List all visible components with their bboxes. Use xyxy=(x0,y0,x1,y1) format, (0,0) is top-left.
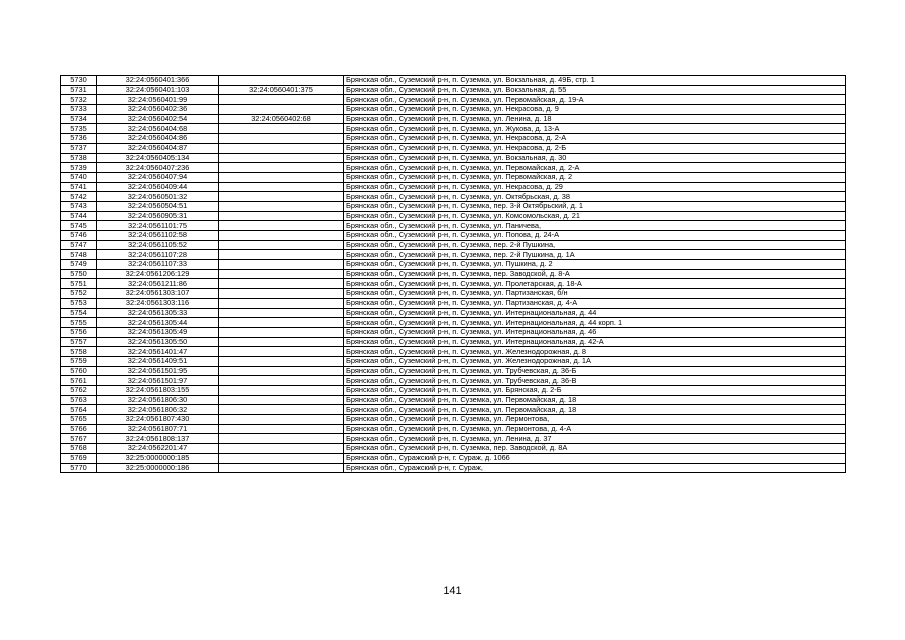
table-row xyxy=(61,143,846,153)
related-cadastral-number-cell xyxy=(219,308,344,318)
address-cell: Брянская обл., Суземский р-н, п. Суземка, ул. Первомайская, д. 2 xyxy=(344,172,846,182)
row-number-cell: 5734 xyxy=(61,114,97,124)
address-cell: Брянская обл., Суземский р-н, п. Суземка, ул. Первомайская, д. 2-А xyxy=(344,163,846,173)
address-cell: Брянская обл., Суземский р-н, п. Суземка, ул. Попова, д. 24-А xyxy=(344,231,846,241)
address-cell: Брянская обл., Суземский р-н, п. Суземка, пер. 2-й Пушкина, xyxy=(344,240,846,250)
related-cadastral-number-cell xyxy=(219,134,344,144)
address-cell: Брянская обл., Суземский р-н, п. Суземка, ул. Пролетарская, д. 18-А xyxy=(344,279,846,289)
row-number-cell: 5757 xyxy=(61,337,97,347)
table-row xyxy=(61,463,846,473)
address-cell: Брянская обл., Суземский р-н, п. Суземка, ул. Ленина, д. 18 xyxy=(344,114,846,124)
related-cadastral-number-cell xyxy=(219,153,344,163)
row-number-cell: 5737 xyxy=(61,143,97,153)
related-cadastral-number-cell xyxy=(219,269,344,279)
cadastral-number-cell: 32:24:0560407:236 xyxy=(97,163,219,173)
address-cell: Брянская обл., Суземский р-н, п. Суземка, ул. Интернациональная, д. 44 корп. 1 xyxy=(344,318,846,328)
address-cell: Брянская обл., Суземский р-н, п. Суземка, ул. Трубчевская, д. 36-Б xyxy=(344,366,846,376)
related-cadastral-number-cell xyxy=(219,221,344,231)
table-row xyxy=(61,269,846,279)
cadastral-number-cell: 32:24:0560402:54 xyxy=(97,114,219,124)
cadastral-number-cell: 32:24:0560401:366 xyxy=(97,76,219,86)
cadastral-number-cell: 32:24:0561807:71 xyxy=(97,424,219,434)
table-row xyxy=(61,405,846,415)
row-number-cell: 5756 xyxy=(61,327,97,337)
table-row xyxy=(61,376,846,386)
row-number-cell: 5747 xyxy=(61,240,97,250)
cadastral-number-cell: 32:24:0560409:44 xyxy=(97,182,219,192)
table-row xyxy=(61,434,846,444)
row-number-cell: 5746 xyxy=(61,231,97,241)
related-cadastral-number-cell xyxy=(219,240,344,250)
row-number-cell: 5752 xyxy=(61,289,97,299)
table-row xyxy=(61,153,846,163)
row-number-cell: 5744 xyxy=(61,211,97,221)
related-cadastral-number-cell xyxy=(219,279,344,289)
address-cell: Брянская обл., Суземский р-н, п. Суземка, ул. Некрасова, д. 29 xyxy=(344,182,846,192)
related-cadastral-number-cell xyxy=(219,318,344,328)
related-cadastral-number-cell xyxy=(219,463,344,473)
table-row xyxy=(61,172,846,182)
cadastral-number-cell: 32:24:0561305:50 xyxy=(97,337,219,347)
address-cell: Брянская обл., Суземский р-н, п. Суземка, ул. Первомайская, д. 19-А xyxy=(344,95,846,105)
row-number-cell: 5733 xyxy=(61,105,97,115)
row-number-cell: 5750 xyxy=(61,269,97,279)
cadastral-number-cell: 32:24:0561105:52 xyxy=(97,240,219,250)
row-number-cell: 5736 xyxy=(61,134,97,144)
table-row xyxy=(61,85,846,95)
row-number-cell: 5761 xyxy=(61,376,97,386)
related-cadastral-number-cell xyxy=(219,124,344,134)
cadastral-number-cell: 32:24:0560401:99 xyxy=(97,95,219,105)
related-cadastral-number-cell xyxy=(219,211,344,221)
address-cell: Брянская обл., Суземский р-н, п. Суземка, ул. Железнодорожная, д. 8 xyxy=(344,347,846,357)
related-cadastral-number-cell xyxy=(219,434,344,444)
table-row xyxy=(61,327,846,337)
cadastral-number-cell: 32:24:0561101:75 xyxy=(97,221,219,231)
cadastral-number-cell: 32:24:0561305:33 xyxy=(97,308,219,318)
cadastral-number-cell: 32:24:0560405:134 xyxy=(97,153,219,163)
related-cadastral-number-cell xyxy=(219,386,344,396)
cadastral-number-cell: 32:24:0561305:44 xyxy=(97,318,219,328)
cadastral-number-cell: 32:24:0560504:51 xyxy=(97,201,219,211)
related-cadastral-number-cell xyxy=(219,105,344,115)
address-cell: Брянская обл., Суземский р-н, п. Суземка, пер. 2-й Пушкина, д. 1А xyxy=(344,250,846,260)
row-number-cell: 5741 xyxy=(61,182,97,192)
related-cadastral-number-cell xyxy=(219,260,344,270)
row-number-cell: 5743 xyxy=(61,201,97,211)
related-cadastral-number-cell xyxy=(219,298,344,308)
table-row xyxy=(61,386,846,396)
related-cadastral-number-cell xyxy=(219,395,344,405)
address-cell: Брянская обл., Суземский р-н, п. Суземка, ул. Ленина, д. 37 xyxy=(344,434,846,444)
table-row xyxy=(61,366,846,376)
cadastral-number-cell: 32:24:0561303:107 xyxy=(97,289,219,299)
table-row xyxy=(61,105,846,115)
address-cell: Брянская обл., Суземский р-н, п. Суземка, ул. Октябрьская, д. 38 xyxy=(344,192,846,202)
table-row xyxy=(61,444,846,454)
row-number-cell: 5749 xyxy=(61,260,97,270)
address-cell: Брянская обл., Суземский р-н, п. Суземка, ул. Лермонтова, xyxy=(344,415,846,425)
table-row xyxy=(61,289,846,299)
cadastral-number-cell: 32:24:0560905:31 xyxy=(97,211,219,221)
table-row xyxy=(61,95,846,105)
table-row xyxy=(61,231,846,241)
row-number-cell: 5763 xyxy=(61,395,97,405)
related-cadastral-number-cell xyxy=(219,415,344,425)
address-cell: Брянская обл., Суземский р-н, п. Суземка, ул. Вокзальная, д. 55 xyxy=(344,85,846,95)
address-cell: Брянская обл., Суземский р-н, п. Суземка, ул. Партизанская, б/н xyxy=(344,289,846,299)
address-cell: Брянская обл., Суземский р-н, п. Суземка, ул. Трубчевская, д. 36-В xyxy=(344,376,846,386)
table-row xyxy=(61,308,846,318)
table-row xyxy=(61,318,846,328)
address-cell: Брянская обл., Суземский р-н, п. Суземка, ул. Комсомольская, д. 21 xyxy=(344,211,846,221)
related-cadastral-number-cell xyxy=(219,347,344,357)
related-cadastral-number-cell xyxy=(219,424,344,434)
row-number-cell: 5762 xyxy=(61,386,97,396)
cadastral-number-cell: 32:24:0561803:155 xyxy=(97,386,219,396)
cadastral-number-cell: 32:24:0561107:28 xyxy=(97,250,219,260)
table-row xyxy=(61,395,846,405)
row-number-cell: 5758 xyxy=(61,347,97,357)
related-cadastral-number-cell xyxy=(219,356,344,366)
row-number-cell: 5753 xyxy=(61,298,97,308)
table-row xyxy=(61,221,846,231)
row-number-cell: 5745 xyxy=(61,221,97,231)
table-row xyxy=(61,182,846,192)
address-cell: Брянская обл., Суземский р-н, п. Суземка, ул. Жукова, д. 13-А xyxy=(344,124,846,134)
cadastral-number-cell: 32:24:0561102:58 xyxy=(97,231,219,241)
row-number-cell: 5735 xyxy=(61,124,97,134)
cadastral-number-cell: 32:24:0561806:30 xyxy=(97,395,219,405)
cadastral-number-cell: 32:24:0561501:95 xyxy=(97,366,219,376)
address-cell: Брянская обл., Суземский р-н, п. Суземка, ул. Некрасова, д. 2-Б xyxy=(344,143,846,153)
cadastral-number-cell: 32:24:0561206:129 xyxy=(97,269,219,279)
table-row xyxy=(61,279,846,289)
address-cell: Брянская обл., Суземский р-н, п. Суземка, ул. Партизанская, д. 4-А xyxy=(344,298,846,308)
registry-table xyxy=(60,75,846,473)
address-cell: Брянская обл., Суземский р-н, п. Суземка, пер. Заводской, д. 8А xyxy=(344,444,846,454)
address-cell: Брянская обл., Суземский р-н, п. Суземка, ул. Пушкина, д. 2 xyxy=(344,260,846,270)
row-number-cell: 5732 xyxy=(61,95,97,105)
related-cadastral-number-cell xyxy=(219,376,344,386)
related-cadastral-number-cell xyxy=(219,231,344,241)
address-cell: Брянская обл., Суземский р-н, п. Суземка, ул. Лермонтова, д. 4-А xyxy=(344,424,846,434)
table-row xyxy=(61,298,846,308)
related-cadastral-number-cell xyxy=(219,95,344,105)
cadastral-number-cell: 32:24:0560402:36 xyxy=(97,105,219,115)
row-number-cell: 5738 xyxy=(61,153,97,163)
related-cadastral-number-cell xyxy=(219,172,344,182)
row-number-cell: 5768 xyxy=(61,444,97,454)
address-cell: Брянская обл., Суземский р-н, п. Суземка, ул. Первомайская, д. 18 xyxy=(344,405,846,415)
related-cadastral-number-cell xyxy=(219,405,344,415)
row-number-cell: 5731 xyxy=(61,85,97,95)
row-number-cell: 5740 xyxy=(61,172,97,182)
table-row xyxy=(61,114,846,124)
table-row xyxy=(61,240,846,250)
page-number: 141 xyxy=(443,585,462,597)
row-number-cell: 5755 xyxy=(61,318,97,328)
cadastral-number-cell: 32:24:0561807:430 xyxy=(97,415,219,425)
related-cadastral-number-cell: 32:24:0560401:375 xyxy=(219,85,344,95)
cadastral-number-cell: 32:24:0561501:97 xyxy=(97,376,219,386)
cadastral-number-cell: 32:24:0560404:87 xyxy=(97,143,219,153)
row-number-cell: 5769 xyxy=(61,453,97,463)
address-cell: Брянская обл., Суражский р-н, г. Сураж, xyxy=(344,463,846,473)
related-cadastral-number-cell xyxy=(219,444,344,454)
address-cell: Брянская обл., Суземский р-н, п. Суземка, пер. Заводской, д. 8-А xyxy=(344,269,846,279)
row-number-cell: 5748 xyxy=(61,250,97,260)
table-row xyxy=(61,356,846,366)
table-row xyxy=(61,76,846,86)
row-number-cell: 5754 xyxy=(61,308,97,318)
cadastral-number-cell: 32:24:0562201:47 xyxy=(97,444,219,454)
row-number-cell: 5766 xyxy=(61,424,97,434)
cadastral-number-cell: 32:25:0000000:186 xyxy=(97,463,219,473)
address-cell: Брянская обл., Суземский р-н, п. Суземка, ул. Некрасова, д. 2-А xyxy=(344,134,846,144)
table-row xyxy=(61,201,846,211)
address-cell: Брянская обл., Суражский р-н, г. Сураж, д. 1066 xyxy=(344,453,846,463)
address-cell: Брянская обл., Суземский р-н, п. Суземка, ул. Вокзальная, д. 49Б, стр. 1 xyxy=(344,76,846,86)
row-number-cell: 5742 xyxy=(61,192,97,202)
table-row xyxy=(61,347,846,357)
row-number-cell: 5764 xyxy=(61,405,97,415)
cadastral-number-cell: 32:24:0560404:68 xyxy=(97,124,219,134)
cadastral-number-cell: 32:24:0560404:86 xyxy=(97,134,219,144)
row-number-cell: 5770 xyxy=(61,463,97,473)
cadastral-number-cell: 32:24:0560401:103 xyxy=(97,85,219,95)
table-row xyxy=(61,337,846,347)
cadastral-number-cell: 32:25:0000000:185 xyxy=(97,453,219,463)
related-cadastral-number-cell: 32:24:0560402:68 xyxy=(219,114,344,124)
related-cadastral-number-cell xyxy=(219,327,344,337)
address-cell: Брянская обл., Суземский р-н, п. Суземка, ул. Вокзальная, д. 30 xyxy=(344,153,846,163)
row-number-cell: 5767 xyxy=(61,434,97,444)
address-cell: Брянская обл., Суземский р-н, п. Суземка, ул. Железнодорожная, д. 1А xyxy=(344,356,846,366)
related-cadastral-number-cell xyxy=(219,366,344,376)
address-cell: Брянская обл., Суземский р-н, п. Суземка, ул. Первомайская, д. 18 xyxy=(344,395,846,405)
table-row xyxy=(61,124,846,134)
table-row xyxy=(61,424,846,434)
related-cadastral-number-cell xyxy=(219,201,344,211)
table-row xyxy=(61,453,846,463)
registry-table-body xyxy=(61,76,846,473)
row-number-cell: 5759 xyxy=(61,356,97,366)
table-row xyxy=(61,134,846,144)
row-number-cell: 5760 xyxy=(61,366,97,376)
cadastral-number-cell: 32:24:0561401:47 xyxy=(97,347,219,357)
table-row xyxy=(61,163,846,173)
address-cell: Брянская обл., Суземский р-н, п. Суземка, ул. Некрасова, д. 9 xyxy=(344,105,846,115)
related-cadastral-number-cell xyxy=(219,250,344,260)
related-cadastral-number-cell xyxy=(219,337,344,347)
row-number-cell: 5751 xyxy=(61,279,97,289)
address-cell: Брянская обл., Суземский р-н, п. Суземка, пер. 3-й Октябрьский, д. 1 xyxy=(344,201,846,211)
address-cell: Брянская обл., Суземский р-н, п. Суземка, ул. Интернациональная, д. 44 xyxy=(344,308,846,318)
address-cell: Брянская обл., Суземский р-н, п. Суземка, ул. Интернациональная, д. 46 xyxy=(344,327,846,337)
related-cadastral-number-cell xyxy=(219,289,344,299)
row-number-cell: 5765 xyxy=(61,415,97,425)
related-cadastral-number-cell xyxy=(219,76,344,86)
related-cadastral-number-cell xyxy=(219,182,344,192)
related-cadastral-number-cell xyxy=(219,192,344,202)
address-cell: Брянская обл., Суземский р-н, п. Суземка, ул. Брянская, д. 2-Б xyxy=(344,386,846,396)
cadastral-number-cell: 32:24:0561107:33 xyxy=(97,260,219,270)
cadastral-number-cell: 32:24:0561409:51 xyxy=(97,356,219,366)
row-number-cell: 5739 xyxy=(61,163,97,173)
related-cadastral-number-cell xyxy=(219,163,344,173)
table-row xyxy=(61,192,846,202)
cadastral-number-cell: 32:24:0561211:86 xyxy=(97,279,219,289)
related-cadastral-number-cell xyxy=(219,143,344,153)
table-row xyxy=(61,250,846,260)
table-row xyxy=(61,260,846,270)
cadastral-number-cell: 32:24:0561305:49 xyxy=(97,327,219,337)
row-number-cell: 5730 xyxy=(61,76,97,86)
cadastral-number-cell: 32:24:0561303:116 xyxy=(97,298,219,308)
cadastral-number-cell: 32:24:0560501:32 xyxy=(97,192,219,202)
cadastral-number-cell: 32:24:0561808:137 xyxy=(97,434,219,444)
address-cell: Брянская обл., Суземский р-н, п. Суземка, ул. Паничева, xyxy=(344,221,846,231)
table-row xyxy=(61,211,846,221)
table-row xyxy=(61,415,846,425)
cadastral-number-cell: 32:24:0560407:94 xyxy=(97,172,219,182)
address-cell: Брянская обл., Суземский р-н, п. Суземка, ул. Интернациональная, д. 42-А xyxy=(344,337,846,347)
related-cadastral-number-cell xyxy=(219,453,344,463)
cadastral-number-cell: 32:24:0561806:32 xyxy=(97,405,219,415)
